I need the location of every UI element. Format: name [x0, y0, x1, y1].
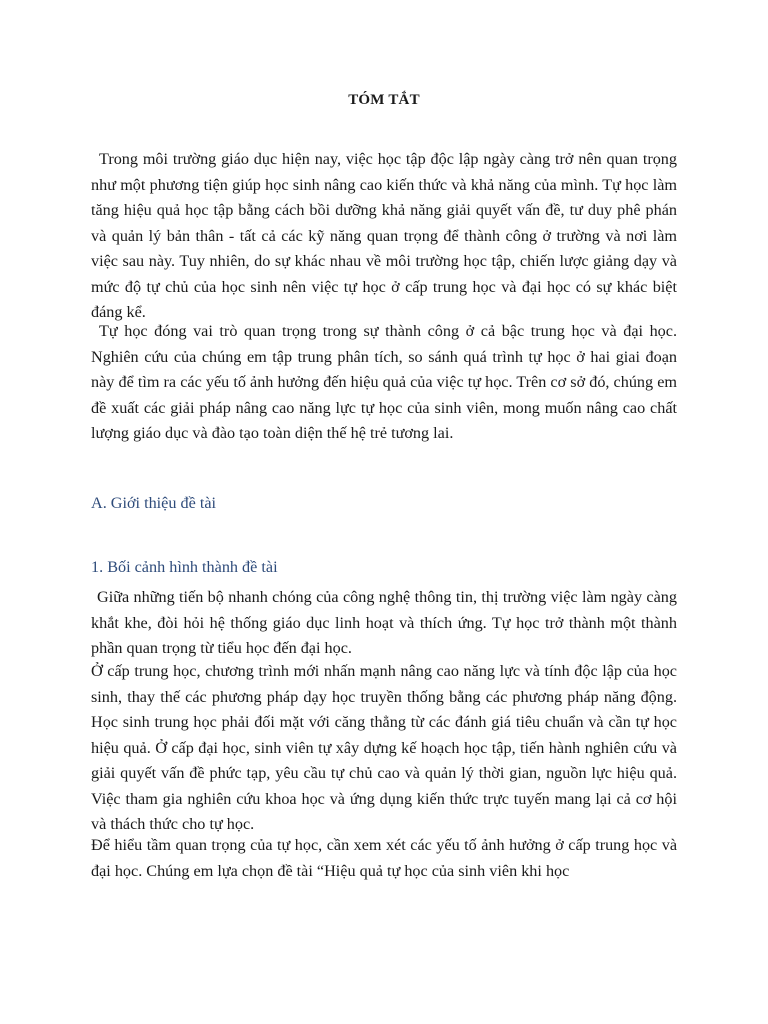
section-1-paragraph-2: Ở cấp trung học, chương trình mới nhấn mạnh nâng cao năng lực và tính độc lập của học sinh, thay thế các phương pháp dạy học truyền thống bằng các phương pháp năng động. Học sinh trung học phải đối mặt với căng thẳng từ các đánh giá tiêu chuẩn và cần tự học hiệu quả. Ở cấp đại học, sinh viên tự xây dựng kế hoạch học tập, tiến hành nghiên cứu và giải quyết vấn đề phức tạp, yêu cầu tự chủ cao và quản lý thời gian, nguồn lực hiệu quả. Việc tham gia nghiên cứu khoa học và ứng dụng kiến thức trực tuyến mang lại cả cơ hội và thách thức cho tự học.: [91, 662, 677, 833]
section-a-heading: A. Giới thiệu đề tài: [91, 494, 216, 512]
summary-paragraph-1: Trong môi trường giáo dục hiện nay, việc học tập độc lập ngày càng trở nên quan trọng như một phương tiện giúp học sinh nâng cao kiến thức và khả năng của mình. Tự học làm tăng hiệu quả học tập bằng cách bồi dưỡng khả năng giải quyết vấn đề, tư duy phê phán và quản lý bản thân - tất cả các kỹ năng quan trọng để thành công ở trường và nơi làm việc sau này. Tuy nhiên, do sự khác nhau về môi trường học tập, chiến lược giảng dạy và mức độ tự chủ của học sinh nên việc tự học ở cấp trung học và đại học có sự khác biệt đáng kể.: [91, 150, 677, 321]
section-1-paragraph-3: Để hiểu tầm quan trọng của tự học, cần xem xét các yếu tố ảnh hưởng ở cấp trung học và đại học. Chúng em lựa chọn đề tài “Hiệu quả tự học của sinh viên khi học: [91, 836, 677, 880]
document-title: TÓM TẮT: [348, 92, 420, 108]
section-1-paragraph-1: Giữa những tiến bộ nhanh chóng của công nghệ thông tin, thị trường việc làm ngày càng khắt khe, đòi hỏi hệ thống giáo dục linh hoạt và thích ứng. Tự học trở thành một thành phần quan trọng từ tiểu học đến đại học.: [91, 588, 677, 657]
section-1-heading: 1. Bối cảnh hình thành đề tài: [91, 558, 278, 576]
summary-paragraph-2: Tự học đóng vai trò quan trọng trong sự thành công ở cả bậc trung học và đại học. Nghiên cứu của chúng em tập trung phân tích, so sánh quá trình tự học ở hai giai đoạn này để tìm ra các yếu tố ảnh hưởng đến hiệu quả của việc tự học. Trên cơ sở đó, chúng em đề xuất các giải pháp nâng cao năng lực tự học của sinh viên, mong muốn nâng cao chất lượng giáo dục và đào tạo toàn diện thế hệ trẻ tương lai.: [91, 322, 677, 442]
